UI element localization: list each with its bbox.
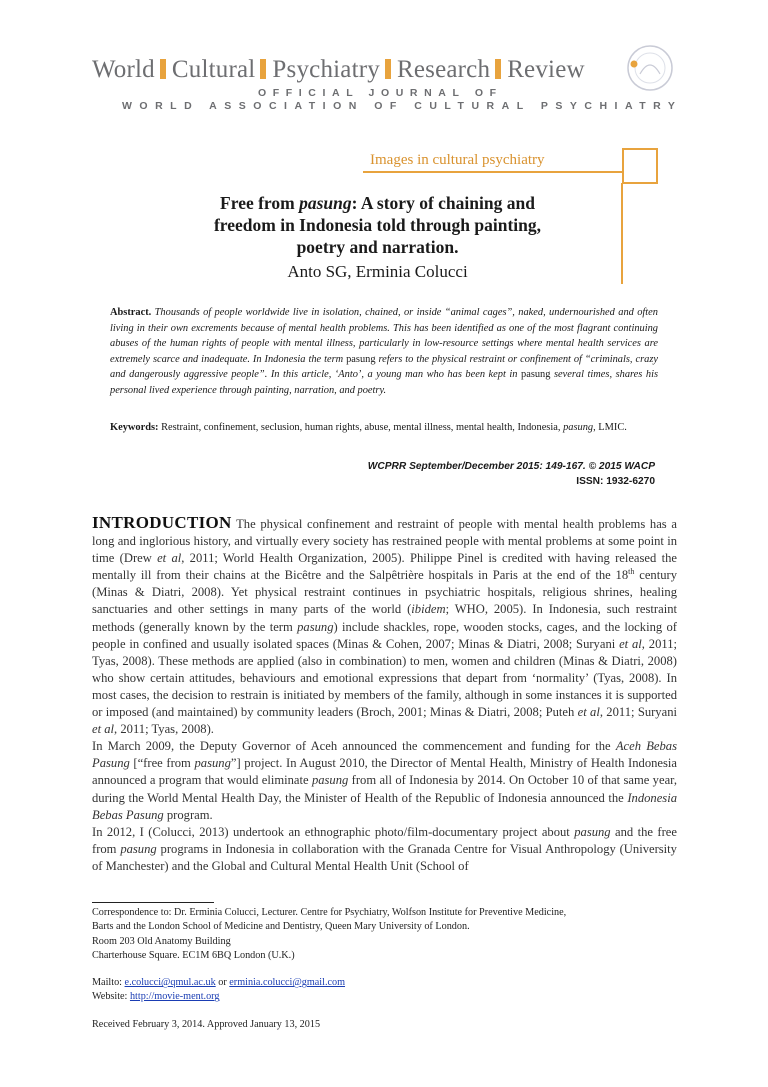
body-paragraph <box>92 738 677 823</box>
italic-term: pasung <box>120 841 157 856</box>
paragraph-text: In March 2009, the Deputy Governor of Aceh announced the commencement and funding for the <box>92 739 616 754</box>
decorative-rule <box>363 171 623 173</box>
journal-title-word: Psychiatry <box>272 56 380 83</box>
decorative-corner-box <box>622 148 658 184</box>
italic-term: pasung <box>297 619 334 634</box>
journal-title-word: World <box>92 56 155 83</box>
footnote-line: Correspondence to: Dr. Erminia Colucci, Lecturer. Centre for Psychiatry, Wolfson Institute for Preventive Medicine, <box>92 907 567 918</box>
website-link[interactable]: http://movie-ment.org <box>129 991 220 1003</box>
footnote-line: Charterhouse Square. EC1M 6BQ London (U.K.) <box>92 949 295 961</box>
title-text: : A story of chaining and <box>351 193 535 213</box>
paragraph-text: , 2011; Suryani <box>599 705 677 720</box>
footnote <box>92 906 672 1032</box>
abstract-label: Abstract. <box>110 307 152 318</box>
email-link-gmail[interactable]: erminia.colucci@gmail.com <box>229 977 346 989</box>
journal-masthead <box>92 56 683 116</box>
footnote-line: Room 203 Old Anatomy Building <box>92 935 231 947</box>
email-link-qmul[interactable]: e.colucci@qmul.ac.uk <box>124 977 216 989</box>
italic-term: et al <box>619 636 642 651</box>
orange-separator-bar <box>495 59 501 79</box>
paragraph-text: ; WHO, 2005). In Indonesia, such restraint methods (generally known by the term <box>92 602 677 634</box>
keywords-label: Keywords: <box>110 422 159 433</box>
abstract-term: pasung <box>346 353 376 365</box>
journal-title <box>92 56 652 84</box>
article-body <box>92 514 677 875</box>
superscript: th <box>628 567 635 577</box>
paragraph-text: from all of Indonesia by 2014. On October 10 of that same year, during the World Mental Health Day, the Minister of Health of the Republic of Indonesia announced the <box>92 773 677 805</box>
title-text: poetry and narration. <box>296 237 459 257</box>
keywords-text: , LMIC. <box>593 422 627 433</box>
abstract-term: pasung <box>521 369 551 381</box>
footnote-spacer <box>92 963 672 976</box>
abstract-text: Thousands of people worldwide live in isolation, chained, or inside “animal cages”, naked, undernourished and often living in their own excrements because of mental health problems. This has been identified as one of the most flagrant continuing abuses of the human rights of people with mental illness, particularly in low-resource settings where mental health services are extremely scarce and inadequate. In Indonesia the term <box>110 307 658 365</box>
citation-line: WCPRR September/December 2015: 149-167. © 2015 WACP <box>367 461 655 472</box>
paragraph-text: , 2011; World Health Organization, 2005). Philippe Pinel is credited with having released the mentally ill from their chains at the Bicêtre and the Salpêtrière hospitals in Paris at the end of the 18 <box>92 551 677 583</box>
italic-term: ibidem <box>411 602 446 617</box>
section-label: Images in cultural psychiatry <box>370 152 545 168</box>
mailto-label: Mailto: <box>92 977 125 989</box>
orange-separator-bar <box>260 59 266 79</box>
keywords-text: Restraint, confinement, seclusion, human rights, abuse, mental illness, mental health, Indonesia, <box>158 422 564 433</box>
paragraph-text: The physical confinement and restraint of people with mental health problems has a long and inglorious history, and virtually every society has restrained people with mental problems at some point in time (Drew <box>92 517 677 566</box>
italic-term: pasung <box>194 756 231 771</box>
paragraph-text: programs in Indonesia in collaboration with the Granada Centre for Visual Anthropology (University of Manchester) and the Global and Cultural Mental Health Unit (School of <box>92 841 677 873</box>
issn: ISSN: 1932-6270 <box>576 476 655 487</box>
italic-term: pasung <box>311 773 349 788</box>
keywords <box>110 420 658 436</box>
paragraph-text: program. <box>163 807 213 822</box>
article-title <box>150 192 605 258</box>
website-label: Website: <box>92 991 130 1003</box>
section-heading: INTRODUCTION <box>92 513 232 532</box>
italic-term: et al <box>92 722 115 737</box>
italic-term: Aceh Bebas Pasung <box>92 739 677 771</box>
footnote-spacer <box>92 1005 672 1018</box>
paragraph-text: ) include shackles, rope, wooden stocks, cages, and the locking of people in confined and usually isolated spaces (Minas & Cohen, 2007; Minas & Diatri, 2008; Suryani <box>92 619 677 651</box>
paragraph-text: century (Minas & Diatri, 2008). Yet physical restraint continues in psychiatric hospitals, religious shrines, healing sanctuaries and other settings in many parts of the world ( <box>92 568 677 617</box>
paragraph-text: [“free from <box>129 756 195 771</box>
body-paragraph <box>92 514 677 738</box>
footnote-rule <box>92 902 214 903</box>
abstract-text: refers to the physical restraint or confinement of “criminals, crazy and dangerously aggressive people”. In this article, ‘Anto’, a young man who has been kept in <box>110 353 658 381</box>
italic-term: et al <box>577 705 600 720</box>
keywords-italic-term: pasung <box>563 422 594 433</box>
italic-term: pasung <box>574 824 611 839</box>
paragraph-text: and the free from <box>92 824 677 856</box>
journal-title-word: Cultural <box>171 56 256 83</box>
orange-separator-bar <box>160 59 166 79</box>
journal-title-word: Review <box>507 56 585 83</box>
association-line: WORLD ASSOCIATION OF CULTURAL PSYCHIATRY <box>122 100 683 112</box>
paragraph-text: In 2012, I (Colucci, 2013) undertook an ethnographic photo/film-documentary project about <box>92 824 575 839</box>
decorative-vertical-rule <box>621 183 623 284</box>
citation-block <box>300 459 655 489</box>
mailto-line <box>92 976 672 990</box>
footnote-text: or <box>215 977 230 989</box>
title-italic-term: pasung <box>299 193 352 213</box>
journal-title-word: Research <box>396 56 491 83</box>
wacp-seal-logo <box>626 44 674 92</box>
official-journal-line: OFFICIAL JOURNAL OF <box>258 87 503 99</box>
received-dates: Received February 3, 2014. Approved January 13, 2015 <box>92 1018 321 1030</box>
abstract-text: several times, shares his personal lived experience through painting, narration, and poetry. <box>110 369 658 396</box>
title-text: Free from <box>220 193 300 213</box>
title-text: freedom in Indonesia told through painting, <box>213 215 542 235</box>
italic-term: Indonesia Bebas Pasung <box>92 790 677 822</box>
article-authors: Anto SG, Erminia Colucci <box>287 262 468 281</box>
paragraph-text: ”] project. In August 2010, the Director of Mental Health, Ministry of Health Indonesia announced a program that would eliminate <box>92 756 677 788</box>
abstract <box>110 305 658 399</box>
paragraph-text: , 2011; Tyas, 2008). These methods are applied (also in combination) to men, women and children (Minas & Diatri, 2008) who show certain attitudes, behaviours and emotional expressions that depart from ‘normality’ (Tyas, 2008). In most cases, the decision to restrain is initiated by members of the family, although in some instances it is supported or imposed (and maintained) by community leaders (Broch, 2001; Minas & Diatri, 2008; Puteh <box>92 636 677 720</box>
footnote-line: Barts and the London School of Medicine and Dentistry, Queen Mary University of London. <box>92 921 470 933</box>
website-line <box>92 990 672 1004</box>
body-paragraph <box>92 824 677 875</box>
paragraph-text: , 2011; Tyas, 2008). <box>114 722 214 737</box>
orange-separator-bar <box>385 59 391 79</box>
italic-term: et al <box>157 551 182 566</box>
